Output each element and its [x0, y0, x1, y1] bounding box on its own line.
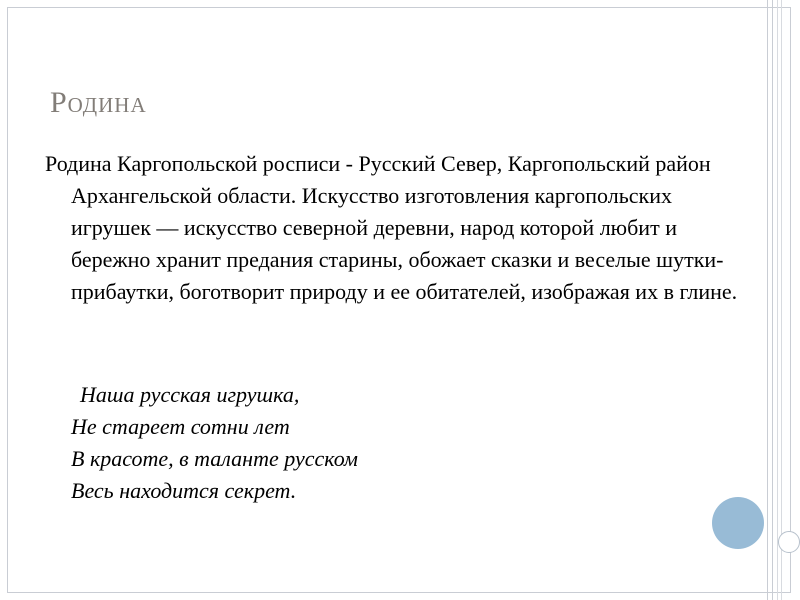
decorative-vertical-line	[767, 0, 768, 600]
decorative-vertical-line	[772, 0, 773, 600]
decorative-vertical-line	[777, 0, 778, 600]
poem-line: Не стареет сотни лет	[71, 414, 290, 439]
slide-title: Родина	[50, 86, 147, 119]
poem-line: Весь находится секрет.	[71, 478, 297, 503]
poem-line: Наша русская игрушка,	[80, 382, 300, 407]
poem	[71, 379, 358, 507]
decorative-blue-circle	[712, 497, 764, 549]
decorative-small-circle	[778, 531, 800, 553]
decorative-vertical-line	[781, 0, 782, 600]
slide-paragraph: Родина Каргопольской росписи - Русский Север, Каргопольский район Архангельской области. Искусство изготовления каргопольских игрушек — искусство северной деревни, народ которой любит и бережно хранит предания старины, обожает сказки и веселые шутки-прибаутки, боготворит природу и ее обитателей, изображая их в глине.	[45, 151, 738, 304]
poem-line: В красоте, в таланте русском	[71, 446, 358, 471]
